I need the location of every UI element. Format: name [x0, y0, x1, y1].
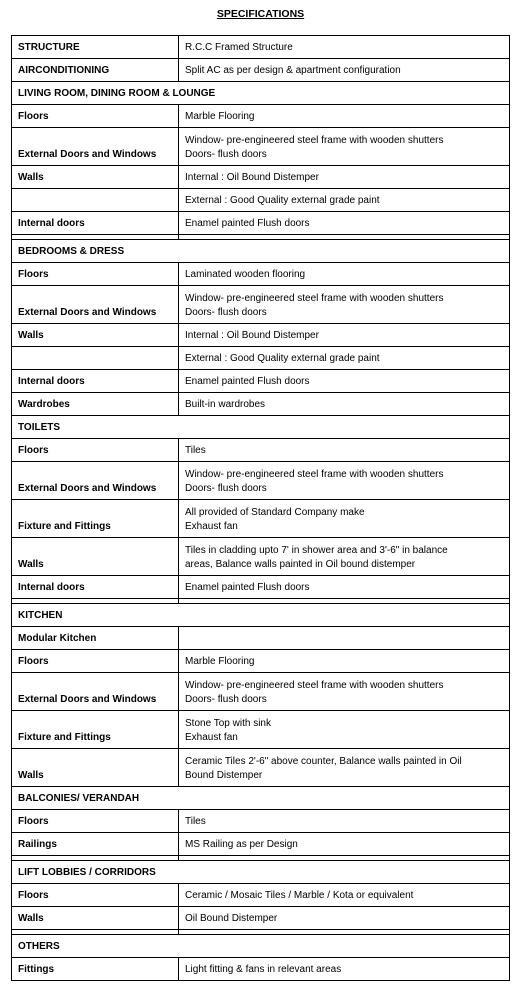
- spec-value-line: Window- pre-engineered steel frame with wooden shutters: [185, 469, 444, 480]
- spec-row: [12, 884, 510, 907]
- section-header-row: [12, 416, 510, 439]
- spec-row: [12, 958, 510, 981]
- section-header-row: [12, 787, 510, 810]
- spec-row: [12, 324, 510, 347]
- spec-value-line: Ceramic Tiles 2'-6" above counter, Balance walls painted in Oil: [185, 756, 462, 767]
- spec-value-line: Enamel painted Flush doors: [185, 218, 310, 229]
- spec-label: Fittings: [12, 958, 179, 981]
- spec-label: [12, 189, 179, 212]
- spec-row: [12, 576, 510, 599]
- spec-value-line: All provided of Standard Company make: [185, 507, 365, 518]
- spec-row: [12, 462, 510, 500]
- spec-label: Walls: [12, 324, 179, 347]
- spec-value: [179, 286, 510, 324]
- spec-label: Internal doors: [12, 212, 179, 235]
- spec-value: [179, 128, 510, 166]
- spec-value: [179, 166, 510, 189]
- spec-value: [179, 500, 510, 538]
- spec-value-line: Internal : Oil Bound Distemper: [185, 172, 319, 183]
- section-heading: LIVING ROOM, DINING ROOM & LOUNGE: [12, 82, 510, 105]
- spec-value-line: Doors- flush doors: [185, 149, 267, 160]
- spec-label: Floors: [12, 263, 179, 286]
- specifications-table-body: [12, 36, 510, 981]
- spec-row: [12, 166, 510, 189]
- spec-value-line: Marble Flooring: [185, 656, 255, 667]
- spec-label: Walls: [12, 749, 179, 787]
- spec-value: [179, 711, 510, 749]
- spec-label: Walls: [12, 166, 179, 189]
- spec-value: [179, 370, 510, 393]
- spec-value: [179, 347, 510, 370]
- spec-value-line: External : Good Quality external grade paint: [185, 195, 380, 206]
- spec-label: Modular Kitchen: [12, 627, 179, 650]
- spec-value-line: External : Good Quality external grade paint: [185, 353, 380, 364]
- spec-row: [12, 286, 510, 324]
- section-heading: LIFT LOBBIES / CORRIDORS: [12, 861, 510, 884]
- spec-row: [12, 347, 510, 370]
- spec-value-line: Exhaust fan: [185, 732, 238, 743]
- spec-row: [12, 36, 510, 59]
- document-title: SPECIFICATIONS: [216, 8, 305, 20]
- spec-value: [179, 958, 510, 981]
- spec-row: [12, 500, 510, 538]
- spec-label: Floors: [12, 439, 179, 462]
- spec-value-line: Oil Bound Distemper: [185, 913, 278, 924]
- spec-value: [179, 810, 510, 833]
- spec-value: [179, 105, 510, 128]
- spec-value-line: Ceramic / Mosaic Tiles / Marble / Kota or equivalent: [185, 890, 414, 901]
- spec-value-line: Bound Distemper: [185, 770, 263, 781]
- spec-label: Walls: [12, 907, 179, 930]
- spec-row: [12, 711, 510, 749]
- spec-value: [179, 749, 510, 787]
- spec-row: [12, 833, 510, 856]
- section-heading: KITCHEN: [12, 604, 510, 627]
- spec-row: [12, 627, 510, 650]
- spec-label: Internal doors: [12, 576, 179, 599]
- spec-row: [12, 673, 510, 711]
- spec-label: Fixture and Fittings: [12, 711, 179, 749]
- section-header-row: [12, 935, 510, 958]
- spec-value: [179, 324, 510, 347]
- spec-label: Wardrobes: [12, 393, 179, 416]
- spec-row: [12, 749, 510, 787]
- section-heading: BALCONIES/ VERANDAH: [12, 787, 510, 810]
- spec-value: [179, 884, 510, 907]
- spec-label: External Doors and Windows: [12, 673, 179, 711]
- section-header-row: [12, 82, 510, 105]
- spec-value-line: Internal : Oil Bound Distemper: [185, 330, 319, 341]
- spec-label: Floors: [12, 810, 179, 833]
- section-heading: BEDROOMS & DRESS: [12, 240, 510, 263]
- spec-value: [179, 59, 510, 82]
- spec-value: [179, 439, 510, 462]
- spec-value: [179, 907, 510, 930]
- spec-label: Floors: [12, 650, 179, 673]
- spec-value: [179, 36, 510, 59]
- spec-row: [12, 105, 510, 128]
- section-heading: OTHERS: [12, 935, 510, 958]
- spec-row: [12, 370, 510, 393]
- spec-label: Floors: [12, 105, 179, 128]
- spec-label: AIRCONDITIONING: [12, 59, 179, 82]
- section-heading: TOILETS: [12, 416, 510, 439]
- spec-value-line: Window- pre-engineered steel frame with wooden shutters: [185, 135, 444, 146]
- spec-row: [12, 538, 510, 576]
- spec-row: [12, 128, 510, 166]
- spec-value-line: Doors- flush doors: [185, 307, 267, 318]
- spec-value: [179, 189, 510, 212]
- spec-label: Railings: [12, 833, 179, 856]
- spec-value-line: MS Railing as per Design: [185, 839, 298, 850]
- section-header-row: [12, 861, 510, 884]
- spec-value-line: Tiles: [185, 445, 206, 456]
- spec-row: [12, 439, 510, 462]
- section-header-row: [12, 604, 510, 627]
- spec-value-line: Window- pre-engineered steel frame with wooden shutters: [185, 680, 444, 691]
- spec-value-line: Split AC as per design & apartment configuration: [185, 65, 401, 76]
- spec-value-line: Enamel painted Flush doors: [185, 376, 310, 387]
- spec-value: [179, 393, 510, 416]
- spec-value: [179, 212, 510, 235]
- spec-label: Fixture and Fittings: [12, 500, 179, 538]
- spec-value-line: areas, Balance walls painted in Oil bound distemper: [185, 559, 416, 570]
- spec-label: Floors: [12, 884, 179, 907]
- spec-label: Walls: [12, 538, 179, 576]
- spec-value-line: Laminated wooden flooring: [185, 269, 306, 280]
- spec-label: External Doors and Windows: [12, 286, 179, 324]
- spec-value: [179, 650, 510, 673]
- spec-row: [12, 907, 510, 930]
- spec-value-line: Built-in wardrobes: [185, 399, 266, 410]
- spec-value-line: Enamel painted Flush doors: [185, 582, 310, 593]
- spec-value: [179, 833, 510, 856]
- spec-value-line: Window- pre-engineered steel frame with wooden shutters: [185, 293, 444, 304]
- spec-label: External Doors and Windows: [12, 462, 179, 500]
- spec-row: [12, 810, 510, 833]
- spec-label: STRUCTURE: [12, 36, 179, 59]
- specifications-table: [11, 35, 510, 981]
- spec-value-line: Exhaust fan: [185, 521, 238, 532]
- spec-row: [12, 212, 510, 235]
- spec-value-line: R.C.C Framed Structure: [185, 42, 293, 53]
- spec-row: [12, 393, 510, 416]
- spec-value-line: Stone Top with sink: [185, 718, 271, 729]
- spec-row: [12, 189, 510, 212]
- spec-label: External Doors and Windows: [12, 128, 179, 166]
- spec-value-line: Tiles in cladding upto 7' in shower area and 3'-6" in balance: [185, 545, 448, 556]
- spec-row: [12, 650, 510, 673]
- spec-value: [179, 263, 510, 286]
- spec-row: [12, 59, 510, 82]
- section-header-row: [12, 240, 510, 263]
- spec-value-line: Doors- flush doors: [185, 483, 267, 494]
- spec-value: [179, 576, 510, 599]
- spec-label: Internal doors: [12, 370, 179, 393]
- spec-value: [179, 627, 510, 650]
- spec-value: [179, 538, 510, 576]
- spec-value: [179, 673, 510, 711]
- spec-row: [12, 263, 510, 286]
- spec-label: [12, 347, 179, 370]
- spec-value-line: Light fitting & fans in relevant areas: [185, 964, 342, 975]
- spec-value-line: Doors- flush doors: [185, 694, 267, 705]
- spec-value: [179, 462, 510, 500]
- spec-value-line: Tiles: [185, 816, 206, 827]
- spec-value-line: Marble Flooring: [185, 111, 255, 122]
